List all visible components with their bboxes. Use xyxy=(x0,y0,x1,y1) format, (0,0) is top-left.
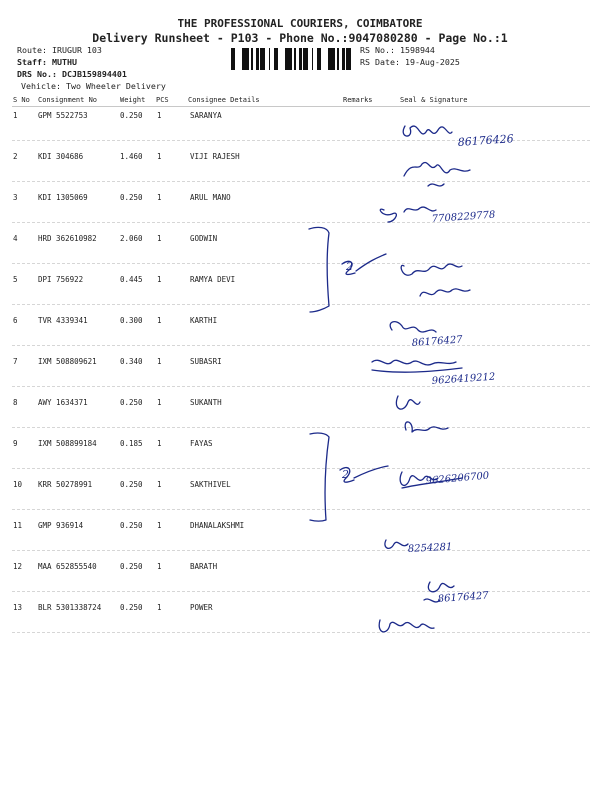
row-consignment-no: HRD 362610982 xyxy=(38,234,97,243)
row-divider xyxy=(12,550,590,551)
drs-number: DRS No.: DCJB159894401 xyxy=(17,69,127,79)
signature xyxy=(420,289,470,296)
row-consignment-no: TVR 4339341 xyxy=(38,316,88,325)
row-consignment-no: BLR 5301338724 xyxy=(38,603,102,612)
row-divider xyxy=(12,509,590,510)
row-weight: 0.185 xyxy=(120,439,143,448)
row-consignee: BARATH xyxy=(190,562,218,571)
handwritten-phone: 9626206700 xyxy=(425,470,490,487)
row-consignee: GODWIN xyxy=(190,234,218,243)
row-weight: 0.250 xyxy=(120,603,143,612)
col-seal-signature: Seal & Signature xyxy=(400,96,468,104)
row-weight: 0.340 xyxy=(120,357,143,366)
row-pcs: 1 xyxy=(157,398,162,407)
row-consignee: SAKTHIVEL xyxy=(190,480,231,489)
row-sno: 13 xyxy=(13,603,23,612)
row-divider xyxy=(12,304,590,305)
row-weight: 0.250 xyxy=(120,193,143,202)
signature xyxy=(403,126,452,136)
row-sno: 7 xyxy=(13,357,18,366)
runsheet-subtitle: Delivery Runsheet - P103 - Phone No.:9047080280 - Page No.:1 xyxy=(92,31,508,45)
col-consignment: Consignment No xyxy=(38,96,98,104)
row-divider xyxy=(12,140,590,141)
row-consignment-no: DPI 756922 xyxy=(38,275,84,284)
row-consignment-no: KDI 1305069 xyxy=(38,193,88,202)
row-sno: 6 xyxy=(13,316,18,325)
row-divider xyxy=(12,591,590,592)
row-sno: 1 xyxy=(13,111,18,120)
row-weight: 0.250 xyxy=(120,111,143,120)
bracket-note: 2 xyxy=(346,260,353,273)
row-divider xyxy=(12,263,590,264)
row-pcs: 1 xyxy=(157,316,162,325)
row-pcs: 1 xyxy=(157,439,162,448)
bracket-mark xyxy=(342,254,386,274)
row-sno: 2 xyxy=(13,152,18,161)
signature xyxy=(380,207,436,222)
col-consignee: Consignee Details xyxy=(188,96,260,104)
signature xyxy=(400,472,462,488)
signature xyxy=(390,322,436,332)
row-weight: 1.460 xyxy=(120,152,143,161)
row-consignee: ARUL MANO xyxy=(190,193,231,202)
row-weight: 0.445 xyxy=(120,275,143,284)
handwritten-phone: 8254281 xyxy=(407,541,453,555)
row-pcs: 1 xyxy=(157,111,162,120)
row-consignment-no: KDI 304686 xyxy=(38,152,84,161)
signature xyxy=(372,360,456,365)
row-sno: 8 xyxy=(13,398,18,407)
row-consignee: POWER xyxy=(190,603,213,612)
bracket-mark xyxy=(310,433,329,521)
row-pcs: 1 xyxy=(157,275,162,284)
signature xyxy=(401,264,462,275)
signature xyxy=(385,540,408,548)
handwritten-phone: 86176426 xyxy=(457,132,515,149)
row-consignment-no: GMP 936914 xyxy=(38,521,84,530)
bracket-mark xyxy=(309,227,329,312)
row-sno: 3 xyxy=(13,193,18,202)
signature xyxy=(379,620,434,632)
rs-number: RS No.: 1598944 xyxy=(360,45,435,55)
row-pcs: 1 xyxy=(157,521,162,530)
row-consignee: SUBASRI xyxy=(190,357,222,366)
row-pcs: 1 xyxy=(157,603,162,612)
row-pcs: 1 xyxy=(157,562,162,571)
row-sno: 4 xyxy=(13,234,18,243)
route: Route: IRUGUR 103 xyxy=(17,45,102,55)
row-sno: 12 xyxy=(13,562,23,571)
signature xyxy=(372,368,462,372)
col-weight: Weight xyxy=(120,96,146,104)
row-divider xyxy=(12,427,590,428)
row-consignee: DHANALAKSHMI xyxy=(190,521,245,530)
company-title: THE PROFESSIONAL COURIERS, COIMBATORE xyxy=(177,17,423,30)
handwritten-phone: 7708229778 xyxy=(431,209,496,225)
header-rule xyxy=(12,106,590,107)
row-pcs: 1 xyxy=(157,193,162,202)
row-consignee: RAMYA DEVI xyxy=(190,275,236,284)
barcode xyxy=(230,48,353,70)
staff: Staff: MUTHU xyxy=(17,57,77,67)
handwritten-phone: 9626419212 xyxy=(431,371,496,387)
row-consignment-no: IXM 508809621 xyxy=(38,357,97,366)
row-weight: 0.250 xyxy=(120,480,143,489)
row-weight: 0.250 xyxy=(120,521,143,530)
row-sno: 11 xyxy=(13,521,23,530)
handwritten-phone: 86176427 xyxy=(437,590,489,605)
row-consignee: VIJI RAJESH xyxy=(190,152,240,161)
row-consignment-no: GPM 5522753 xyxy=(38,111,88,120)
row-pcs: 1 xyxy=(157,234,162,243)
row-divider xyxy=(12,468,590,469)
row-consignee: FAYAS xyxy=(190,439,213,448)
row-weight: 2.060 xyxy=(120,234,143,243)
row-divider xyxy=(12,181,590,182)
row-weight: 0.250 xyxy=(120,398,143,407)
row-weight: 0.250 xyxy=(120,562,143,571)
row-consignment-no: AWY 1634371 xyxy=(38,398,88,407)
row-sno: 10 xyxy=(13,480,23,489)
row-weight: 0.300 xyxy=(120,316,143,325)
row-consignment-no: IXM 508899184 xyxy=(38,439,97,448)
row-sno: 5 xyxy=(13,275,18,284)
vehicle: Vehicle: Two Wheeler Delivery xyxy=(21,81,166,91)
row-divider xyxy=(12,345,590,346)
rs-date: RS Date: 19-Aug-2025 xyxy=(360,57,460,67)
row-consignment-no: MAA 652855540 xyxy=(38,562,97,571)
signature xyxy=(428,184,444,186)
row-consignment-no: KRR 50278991 xyxy=(38,480,93,489)
row-sno: 9 xyxy=(13,439,18,448)
row-consignee: KARTHI xyxy=(190,316,218,325)
signature xyxy=(404,162,470,176)
col-sno: S No xyxy=(13,96,30,104)
handwritten-phone: 86176427 xyxy=(411,334,463,349)
row-divider xyxy=(12,386,590,387)
row-divider xyxy=(12,632,590,633)
row-divider xyxy=(12,222,590,223)
row-pcs: 1 xyxy=(157,480,162,489)
bracket-note: 2 xyxy=(342,468,349,481)
row-consignee: SARANYA xyxy=(190,111,222,120)
col-remarks: Remarks xyxy=(343,96,373,104)
col-pcs: PCS xyxy=(156,96,169,104)
row-pcs: 1 xyxy=(157,152,162,161)
barcode-stripes xyxy=(230,48,353,70)
row-pcs: 1 xyxy=(157,357,162,366)
row-consignee: SUKANTH xyxy=(190,398,222,407)
